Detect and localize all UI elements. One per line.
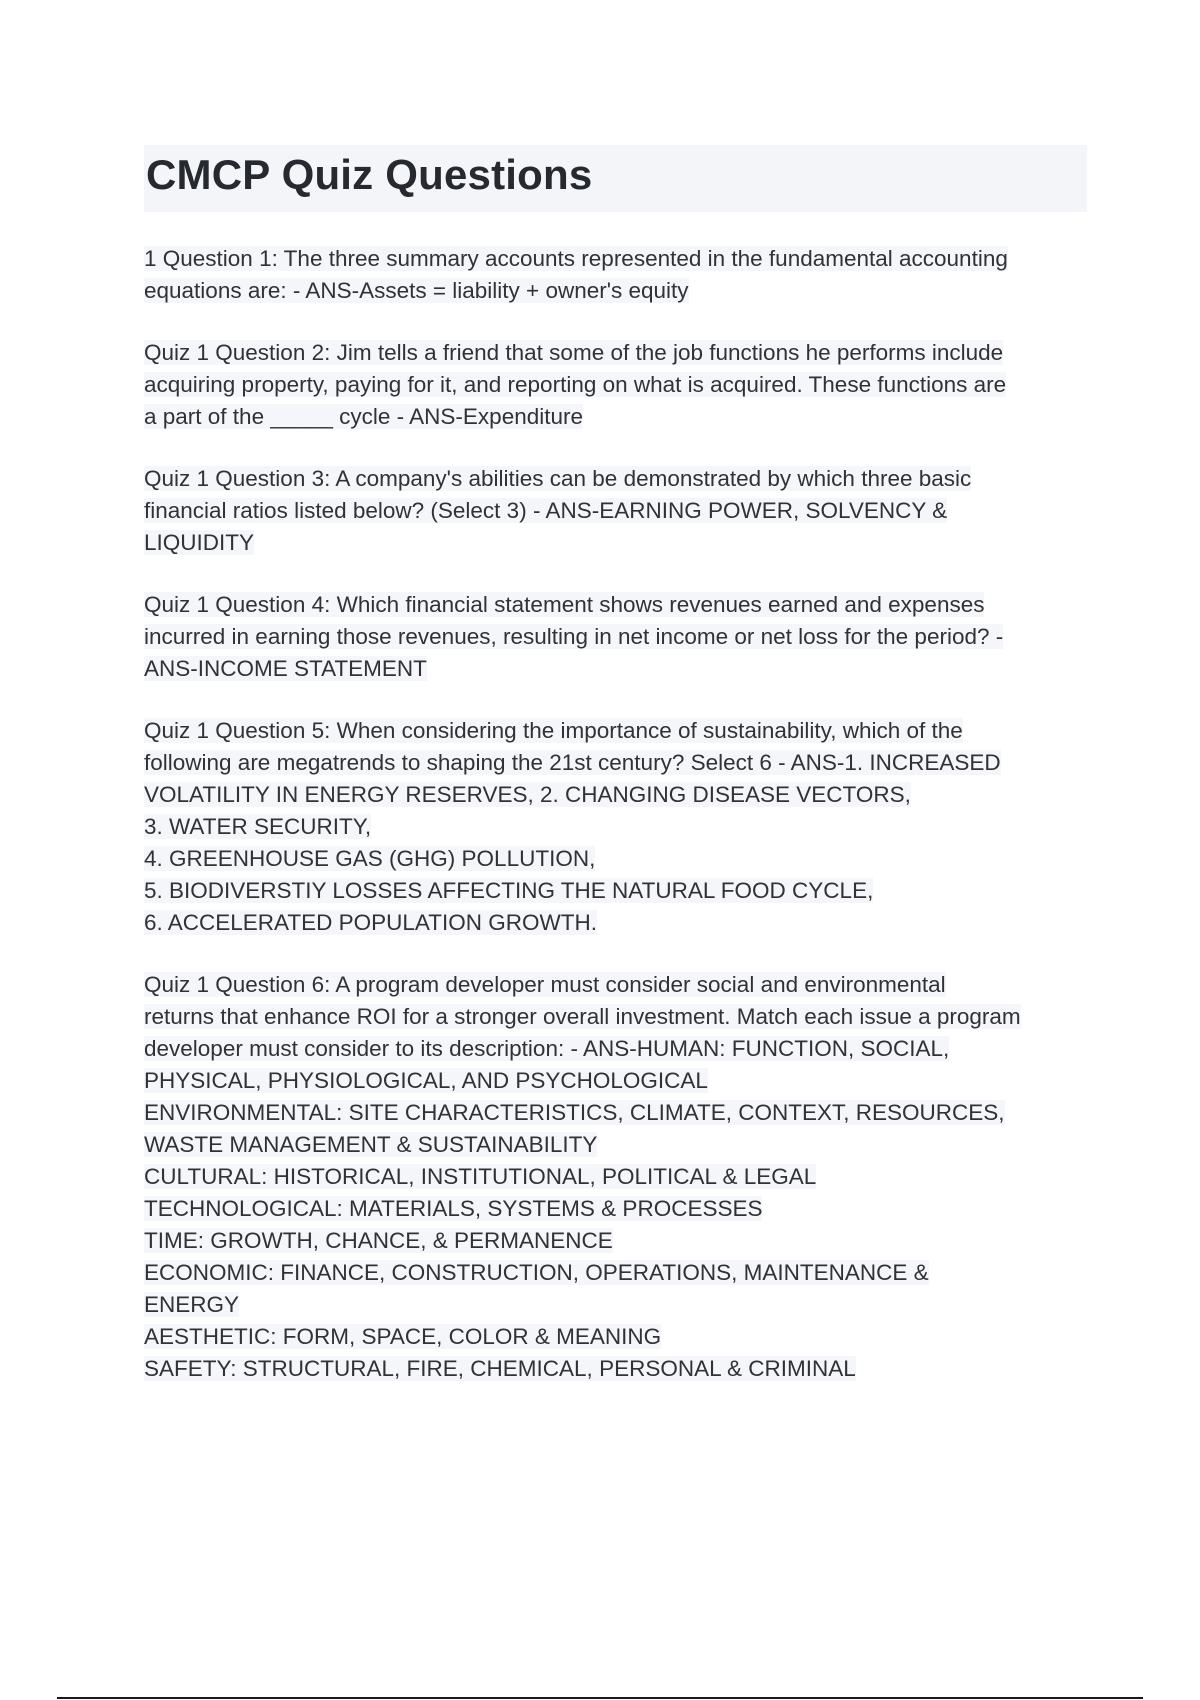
question-line: SAFETY: STRUCTURAL, FIRE, CHEMICAL, PERSONAL & CRIMINAL — [144, 1356, 856, 1381]
title-banner — [144, 145, 1087, 212]
question-list — [144, 243, 1094, 1415]
question-line: ANS-INCOME STATEMENT — [144, 656, 427, 681]
question-line: ENERGY — [144, 1292, 240, 1317]
question-line: acquiring property, paying for it, and reporting on what is acquired. These functions are — [144, 372, 1007, 397]
question-line: Quiz 1 Question 3: A company's abilities can be demonstrated by which three basic — [144, 466, 972, 491]
question-line: CULTURAL: HISTORICAL, INSTITUTIONAL, POLITICAL & LEGAL — [144, 1164, 817, 1189]
page-title: CMCP Quiz Questions — [146, 151, 593, 198]
question-line: Quiz 1 Question 6: A program developer must consider social and environmental — [144, 972, 946, 997]
question-line: WASTE MANAGEMENT & SUSTAINABILITY — [144, 1132, 598, 1157]
question-line: developer must consider to its description: - ANS-HUMAN: FUNCTION, SOCIAL, — [144, 1036, 950, 1061]
question-line: Quiz 1 Question 2: Jim tells a friend that some of the job functions he performs include — [144, 340, 1004, 365]
question-line: Quiz 1 Question 5: When considering the importance of sustainability, which of the — [144, 718, 963, 743]
footer-divider — [57, 1697, 1143, 1699]
question-line: incurred in earning those revenues, resulting in net income or net loss for the period? - — [144, 624, 1004, 649]
question-line: 4. GREENHOUSE GAS (GHG) POLLUTION, — [144, 846, 596, 871]
question-line: TIME: GROWTH, CHANCE, & PERMANENCE — [144, 1228, 613, 1253]
question-line: ENVIRONMENTAL: SITE CHARACTERISTICS, CLIMATE, CONTEXT, RESOURCES, — [144, 1100, 1005, 1125]
question-line: AESTHETIC: FORM, SPACE, COLOR & MEANING — [144, 1324, 662, 1349]
question-block-5 — [144, 715, 1094, 939]
question-line: 5. BIODIVERSTIY LOSSES AFFECTING THE NATURAL FOOD CYCLE, — [144, 878, 874, 903]
question-line: 1 Question 1: The three summary accounts represented in the fundamental accounting — [144, 246, 1008, 271]
question-line: equations are: - ANS-Assets = liability + owner's equity — [144, 278, 689, 303]
question-line: TECHNOLOGICAL: MATERIALS, SYSTEMS & PROCESSES — [144, 1196, 763, 1221]
question-block-2 — [144, 337, 1094, 433]
question-line: VOLATILITY IN ENERGY RESERVES, 2. CHANGING DISEASE VECTORS, — [144, 782, 911, 807]
question-line: returns that enhance ROI for a stronger overall investment. Match each issue a program — [144, 1004, 1021, 1029]
question-line: 3. WATER SECURITY, — [144, 814, 372, 839]
question-line: financial ratios listed below? (Select 3) - ANS-EARNING POWER, SOLVENCY & — [144, 498, 948, 523]
question-line: 6. ACCELERATED POPULATION GROWTH. — [144, 910, 597, 935]
question-line: ECONOMIC: FINANCE, CONSTRUCTION, OPERATIONS, MAINTENANCE & — [144, 1260, 929, 1285]
question-line: PHYSICAL, PHYSIOLOGICAL, AND PSYCHOLOGICAL — [144, 1068, 708, 1093]
question-line: a part of the _____ cycle - ANS-Expenditure — [144, 404, 584, 429]
question-block-4 — [144, 589, 1094, 685]
question-line: LIQUIDITY — [144, 530, 255, 555]
question-block-1 — [144, 243, 1094, 307]
question-block-6 — [144, 969, 1094, 1385]
question-block-3 — [144, 463, 1094, 559]
question-line: following are megatrends to shaping the 21st century? Select 6 - ANS-1. INCREASED — [144, 750, 1001, 775]
question-line: Quiz 1 Question 4: Which financial statement shows revenues earned and expenses — [144, 592, 985, 617]
